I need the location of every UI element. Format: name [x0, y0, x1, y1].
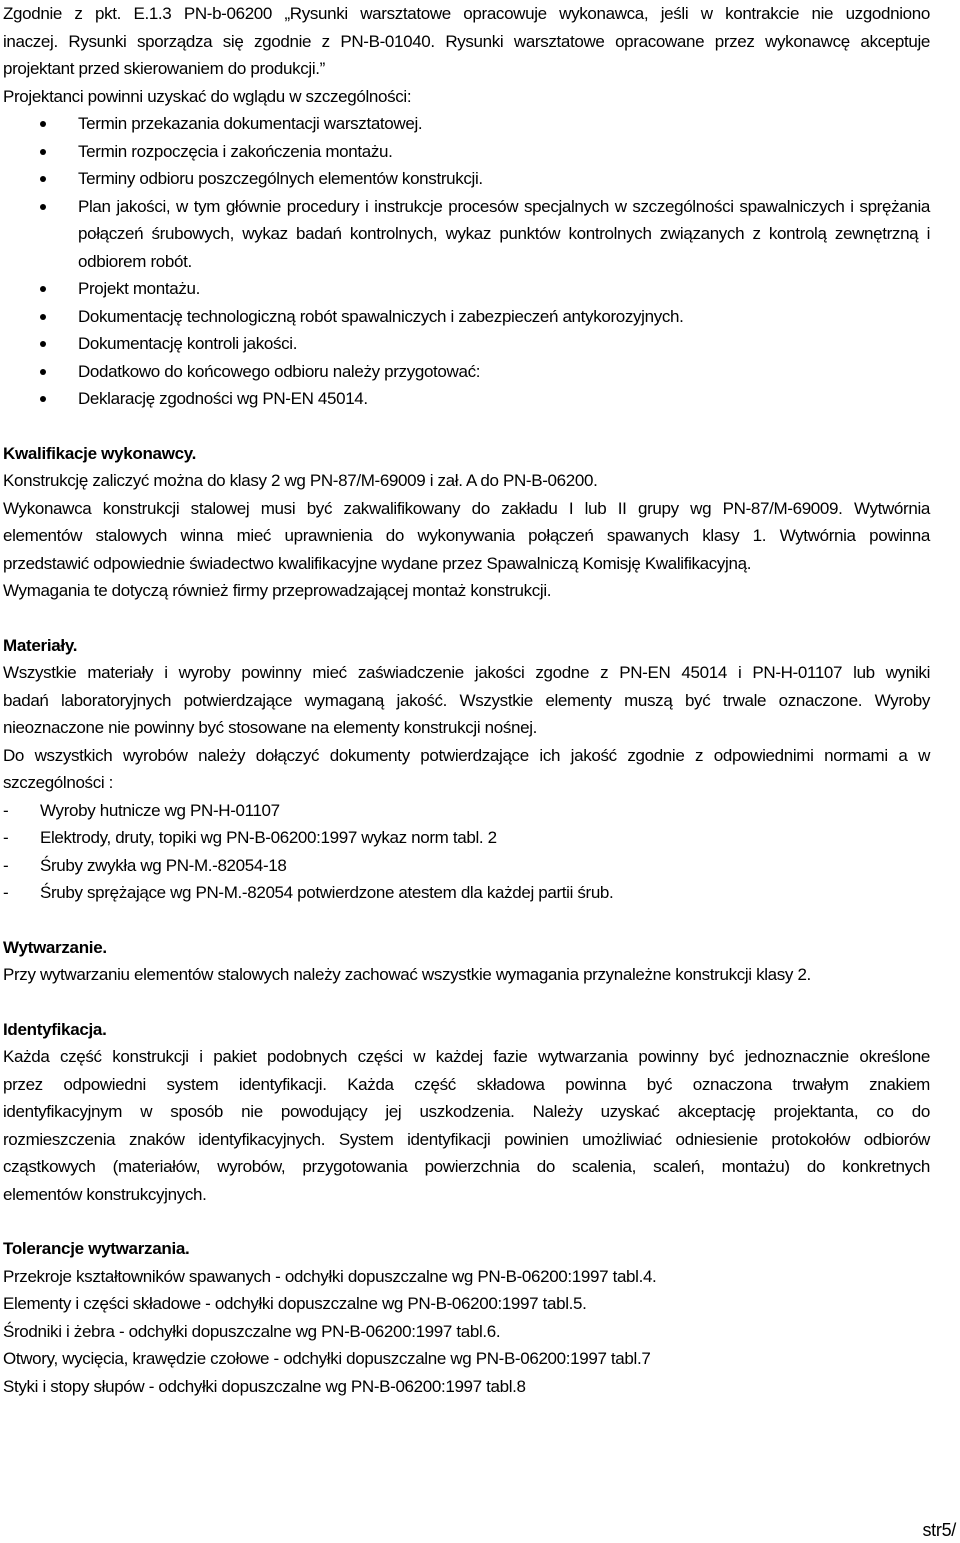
section-heading: Wytwarzanie. — [3, 937, 107, 957]
bullet-icon — [40, 121, 46, 127]
section-wytwarzanie — [3, 934, 930, 989]
list-item: Dokumentację technologiczną robót spawalniczych i zabezpieczeń antykorozyjnych. — [3, 303, 930, 331]
section-heading: Materiały. — [3, 635, 78, 655]
paragraph-line: Środniki i żebra - odchyłki dopuszczalne wg PN-B-06200:1997 tabl.6. — [3, 1321, 501, 1341]
section-identyfikacja — [3, 1016, 930, 1209]
dash-marker: - — [3, 828, 9, 847]
list-item: Plan jakości, w tym głównie procedury i instrukcje procesów specjalnych w szczególności spawalniczych i sprężania połączeń śrubowych, wykaz badań kontrolnych, wykaz punktów kontrolnych związanych z kontrolą zewnętrzną i odbiorem robót. — [3, 193, 930, 276]
section-heading: Tolerancje wytwarzania. — [3, 1239, 190, 1258]
bullet-icon — [40, 369, 46, 375]
paragraph-line: rozmieszczenia znaków identyfikacyjnych. System identyfikacji powinien umożliwiać odniesienie protokołów odbiorów — [3, 1129, 930, 1149]
paragraph-line: badań laboratoryjnych potwierdzające wymaganą jakość. Wszystkie elementy muszą być trwale oznaczone. Wyroby — [3, 690, 930, 710]
bullet-icon — [40, 286, 46, 292]
paragraph-line: Styki i stopy słupów - odchyłki dopuszczalne wg PN-B-06200:1997 tabl.8 — [3, 1376, 526, 1396]
section-tolerancje — [3, 1235, 930, 1400]
paragraph-line: identyfikacyjnym w sposób nie powodujący jej uszkodzenia. Należy uzyskać akceptację projektanta, co do — [3, 1102, 930, 1121]
list-item: Dokumentację kontroli jakości. — [3, 330, 930, 358]
dash-list-item: - Elektrody, druty, topiki wg PN-B-06200:1997 wykaz norm tabl. 2 — [3, 824, 930, 852]
dash-list-item: - Śruby zwykła wg PN-M.-82054-18 — [3, 852, 930, 880]
list-item: Terminy odbioru poszczególnych elementów konstrukcji. — [3, 165, 930, 193]
section-heading: Kwalifikacje wykonawcy. — [3, 443, 197, 463]
section-materialy — [3, 632, 930, 907]
bullet-icon — [40, 204, 46, 210]
dash-list-item: - Wyroby hutnicze wg PN-H-01107 — [3, 797, 930, 825]
paragraph-line: Otwory, wycięcia, krawędzie czołowe - odchyłki dopuszczalne wg PN-B-06200:1997 tabl.7 — [3, 1349, 651, 1368]
intro-line: inaczej. Rysunki sporządza się zgodnie z PN-B-01040. Rysunki warsztatowe opracowane przez wykonawcę akceptuje — [3, 31, 930, 51]
paragraph-line: nieoznaczone nie powinny być stosowane na elementy konstrukcji nośnej. — [3, 718, 537, 737]
intro-line: Zgodnie z pkt. E.1.3 PN-b-06200 „Rysunki warsztatowe opracowuje wykonawca, jeśli w kontrakcie nie uzgodniono — [3, 4, 930, 23]
paragraph-line: Wykonawca konstrukcji stalowej musi być zakwalifikowany do zakładu I lub II grupy wg PN-87/M-69009. Wytwórnia — [3, 498, 930, 518]
dash-list-item: - Śruby sprężające wg PN-M.-82054 potwierdzone atestem dla każdej partii śrub. — [3, 879, 930, 907]
paragraph-line: przez odpowiedni system identyfikacji. Każda część składowa powinna być oznaczona trwałym znakiem — [3, 1074, 930, 1094]
paragraph-line: Konstrukcję zaliczyć można do klasy 2 wg PN-87/M-69009 i zał. A do PN-B-06200. — [3, 471, 598, 490]
paragraph-line: cząstkowych (materiałów, wyrobów, przygotowania powierzchnia do scalenia, scaleń, montażu) do konkretnych — [3, 1157, 930, 1176]
paragraph-line: szczególności : — [3, 773, 114, 792]
list-item: Projekt montażu. — [3, 275, 930, 303]
list-item: Deklarację zgodności wg PN-EN 45014. — [3, 385, 930, 413]
intro-paragraph — [3, 0, 930, 110]
intro-line: projektant przed skierowaniem do produkcji.” — [3, 59, 325, 78]
paragraph-line: Przy wytwarzaniu elementów stalowych należy zachować wszystkie wymagania przynależne konstrukcji klasy 2. — [3, 965, 811, 984]
intro-line: Projektanci powinni uzyskać do wglądu w szczególności: — [3, 86, 412, 106]
bullet-icon — [40, 149, 46, 155]
dash-marker: - — [3, 883, 9, 902]
section-heading: Identyfikacja. — [3, 1019, 107, 1039]
bullet-icon — [40, 314, 46, 320]
bullet-icon — [40, 396, 46, 402]
paragraph-line: Każda część konstrukcji i pakiet podobnych części w każdej fazie wytwarzania powinny być jednoznacznie określone — [3, 1047, 930, 1066]
bullet-icon — [40, 176, 46, 182]
list-item: Dodatkowo do końcowego odbioru należy przygotować: — [3, 358, 930, 386]
bullet-icon — [40, 341, 46, 347]
list-item: Termin rozpoczęcia i zakończenia montażu. — [3, 138, 930, 166]
paragraph-line: Elementy i części składowe - odchyłki dopuszczalne wg PN-B-06200:1997 tabl.5. — [3, 1294, 587, 1313]
page-number: str5/ — [922, 1520, 956, 1540]
dash-marker: - — [3, 855, 9, 875]
section-kwalifikacje — [3, 440, 930, 605]
bullet-list — [3, 110, 930, 413]
paragraph-line: Wszystkie materiały i wyroby powinny mieć zaświadczenie jakości zgodne z PN-EN 45014 i PN-H-01107 lub wyniki — [3, 663, 930, 682]
paragraph-line: Do wszystkich wyrobów należy dołączyć dokumenty potwierdzające ich jakość zgodnie z odpowiednimi normami a w — [3, 745, 930, 765]
document-page — [3, 0, 930, 1400]
paragraph-line: elementów stalowych winna mieć uprawnienia do wykonywania połączeń spawanych klasy 1. Wytwórnia powinna — [3, 526, 930, 545]
paragraph-line: elementów konstrukcyjnych. — [3, 1184, 207, 1204]
paragraph-line: Przekroje kształtowników spawanych - odchyłki dopuszczalne wg PN-B-06200:1997 tabl.4. — [3, 1266, 657, 1286]
paragraph-line: Wymagania te dotyczą również firmy przeprowadzającej montaż konstrukcji. — [3, 581, 552, 600]
list-item: Termin przekazania dokumentacji warsztatowej. — [3, 110, 930, 138]
dash-marker: - — [3, 800, 9, 820]
paragraph-line: przedstawić odpowiednie świadectwo kwalifikacyjne wydane przez Spawalniczą Komisję Kwalifikacyjną. — [3, 553, 752, 573]
